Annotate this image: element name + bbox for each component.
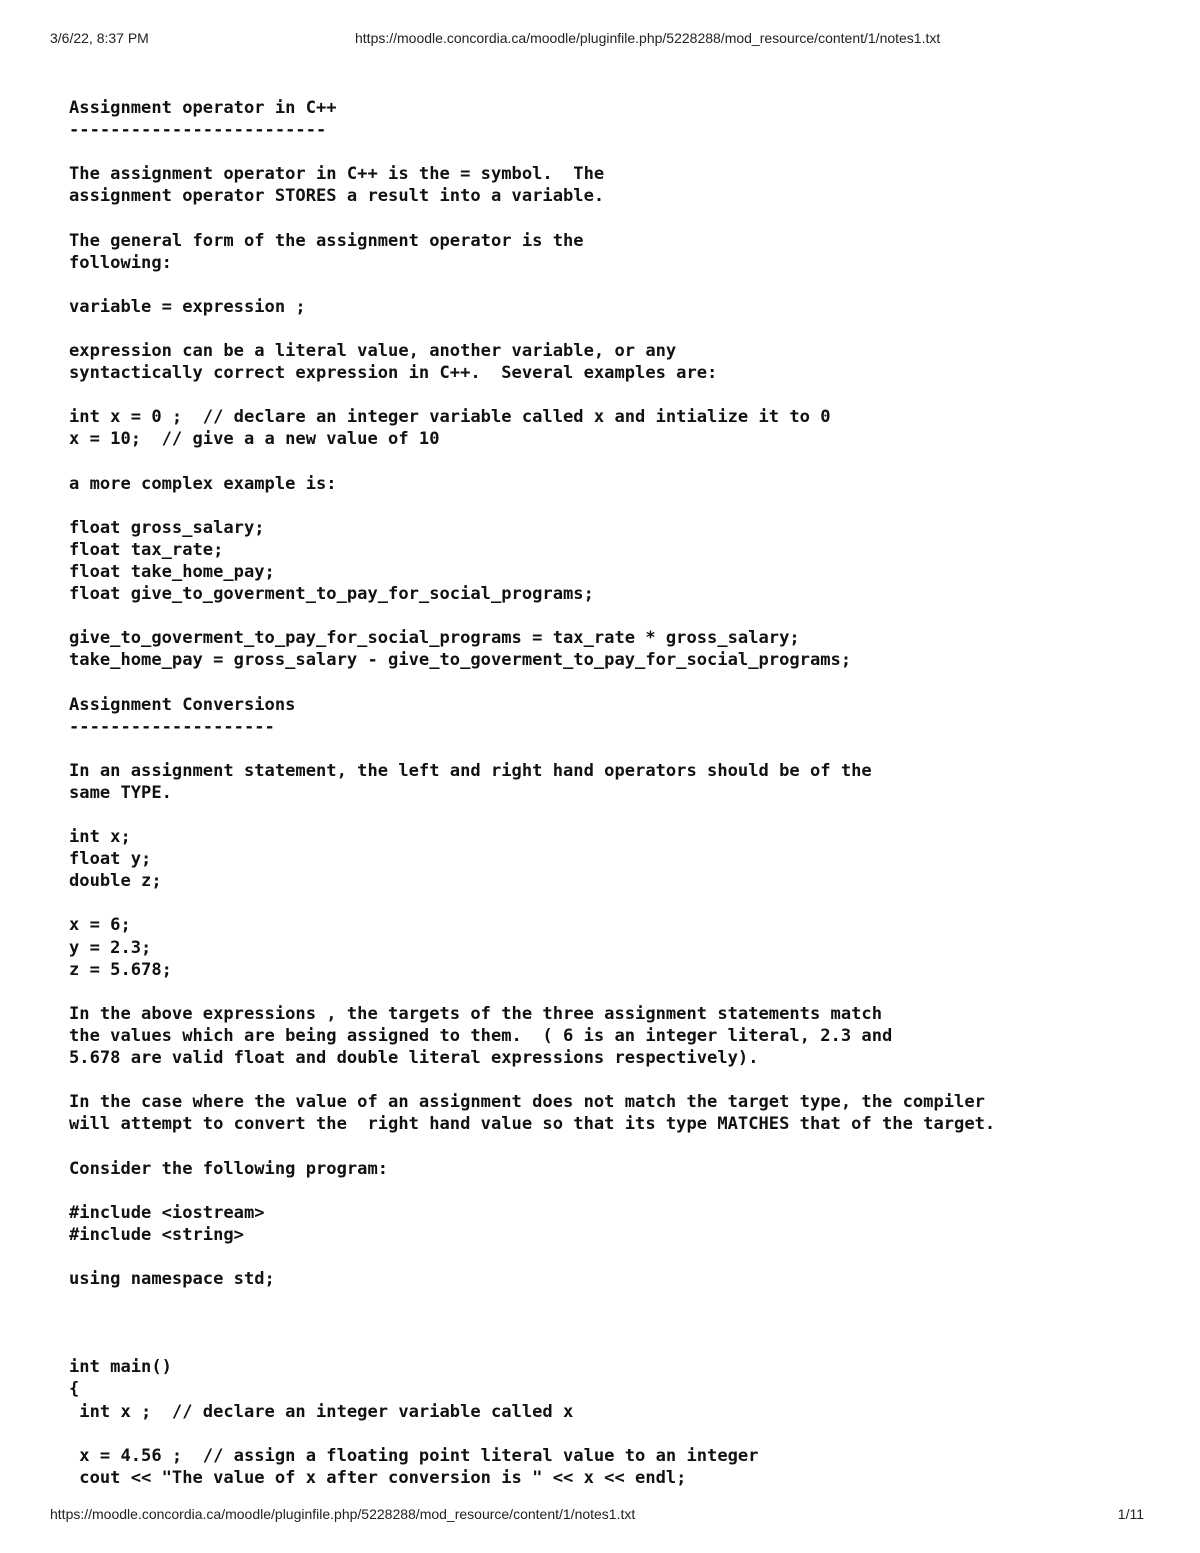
text-line: take_home_pay = gross_salary - give_to_goverment_to_pay_for_social_programs;	[69, 650, 852, 671]
blank-line	[69, 1334, 1169, 1356]
text-line: 5.678 are valid float and double literal expressions respectively).	[69, 1048, 759, 1069]
blank-line	[69, 892, 1169, 914]
text-line: Assignment Conversions	[69, 694, 296, 715]
text-line: #include <string>	[69, 1224, 244, 1245]
text-line: -------------------------	[69, 120, 327, 141]
text-line: expression can be a literal value, another variable, or any	[69, 341, 677, 362]
blank-line	[69, 1135, 1169, 1157]
text-line: float y;	[69, 849, 152, 870]
text-line: a more complex example is:	[69, 473, 337, 494]
text-line: x = 6;	[69, 915, 131, 936]
text-line: int x ; // declare an integer variable called x	[69, 1401, 574, 1422]
text-line: syntactically correct expression in C++. Several examples are:	[69, 363, 718, 384]
blank-line	[69, 671, 1169, 693]
text-line: int main()	[69, 1357, 172, 1378]
text-line: assignment operator STORES a result into a variable.	[69, 186, 605, 207]
text-line: following:	[69, 252, 172, 273]
print-header-date: 3/6/22, 8:37 PM	[50, 30, 149, 46]
blank-line	[69, 451, 1169, 473]
print-header-url: https://moodle.concordia.ca/moodle/pluginfile.php/5228288/mod_resource/content/1/notes1.txt	[355, 30, 941, 46]
text-line: x = 4.56 ; // assign a floating point literal value to an integer	[69, 1445, 759, 1466]
blank-line	[69, 495, 1169, 517]
text-line: will attempt to convert the right hand value so that its type MATCHES that of the target.	[69, 1114, 996, 1135]
blank-line	[69, 1312, 1169, 1334]
text-line: same TYPE.	[69, 782, 172, 803]
blank-line	[69, 141, 1169, 163]
blank-line	[69, 207, 1169, 229]
text-line: Assignment operator in C++	[69, 98, 337, 118]
text-line: using namespace std;	[69, 1268, 275, 1289]
text-line: float give_to_goverment_to_pay_for_social_programs;	[69, 584, 594, 605]
blank-line	[69, 1180, 1169, 1202]
blank-line	[69, 605, 1169, 627]
text-line: {	[69, 1379, 80, 1400]
text-line: cout << "The value of x after conversion is " << x << endl;	[69, 1467, 687, 1488]
text-line: The assignment operator in C++ is the = symbol. The	[69, 164, 605, 185]
text-line: y = 2.3;	[69, 937, 152, 958]
text-line: In the above expressions , the targets of the three assignment statements match	[69, 1003, 883, 1024]
text-line: int x = 0 ; // declare an integer variable called x and intialize it to 0	[69, 407, 831, 428]
text-line: In an assignment statement, the left and right hand operators should be of the	[69, 760, 872, 781]
text-line: variable = expression ;	[69, 296, 306, 317]
text-line: #include <iostream>	[69, 1202, 265, 1223]
blank-line	[69, 1069, 1169, 1091]
blank-line	[69, 384, 1169, 406]
blank-line	[69, 318, 1169, 340]
text-line: Consider the following program:	[69, 1158, 389, 1179]
print-footer-url: https://moodle.concordia.ca/moodle/pluginfile.php/5228288/mod_resource/content/1/notes1.txt	[50, 1506, 636, 1522]
text-line: In the case where the value of an assignment does not match the target type, the compiler	[69, 1092, 985, 1113]
blank-line	[69, 804, 1169, 826]
text-line: the values which are being assigned to them. ( 6 is an integer literal, 2.3 and	[69, 1025, 893, 1046]
document-text	[69, 97, 1169, 1489]
text-line: The general form of the assignment operator is the	[69, 230, 584, 251]
blank-line	[69, 1246, 1169, 1268]
blank-line	[69, 274, 1169, 296]
blank-line	[69, 1423, 1169, 1445]
text-line: float take_home_pay;	[69, 561, 275, 582]
blank-line	[69, 981, 1169, 1003]
text-line: x = 10; // give a a new value of 10	[69, 429, 440, 450]
text-line: int x;	[69, 827, 131, 848]
blank-line	[69, 1290, 1169, 1312]
text-line: float tax_rate;	[69, 539, 224, 560]
text-line: give_to_goverment_to_pay_for_social_programs = tax_rate * gross_salary;	[69, 628, 800, 649]
text-line: float gross_salary;	[69, 517, 265, 538]
text-line: --------------------	[69, 716, 275, 737]
text-line: z = 5.678;	[69, 959, 172, 980]
text-line: double z;	[69, 871, 162, 892]
blank-line	[69, 738, 1169, 760]
page-number: 1/11	[1117, 1506, 1144, 1522]
